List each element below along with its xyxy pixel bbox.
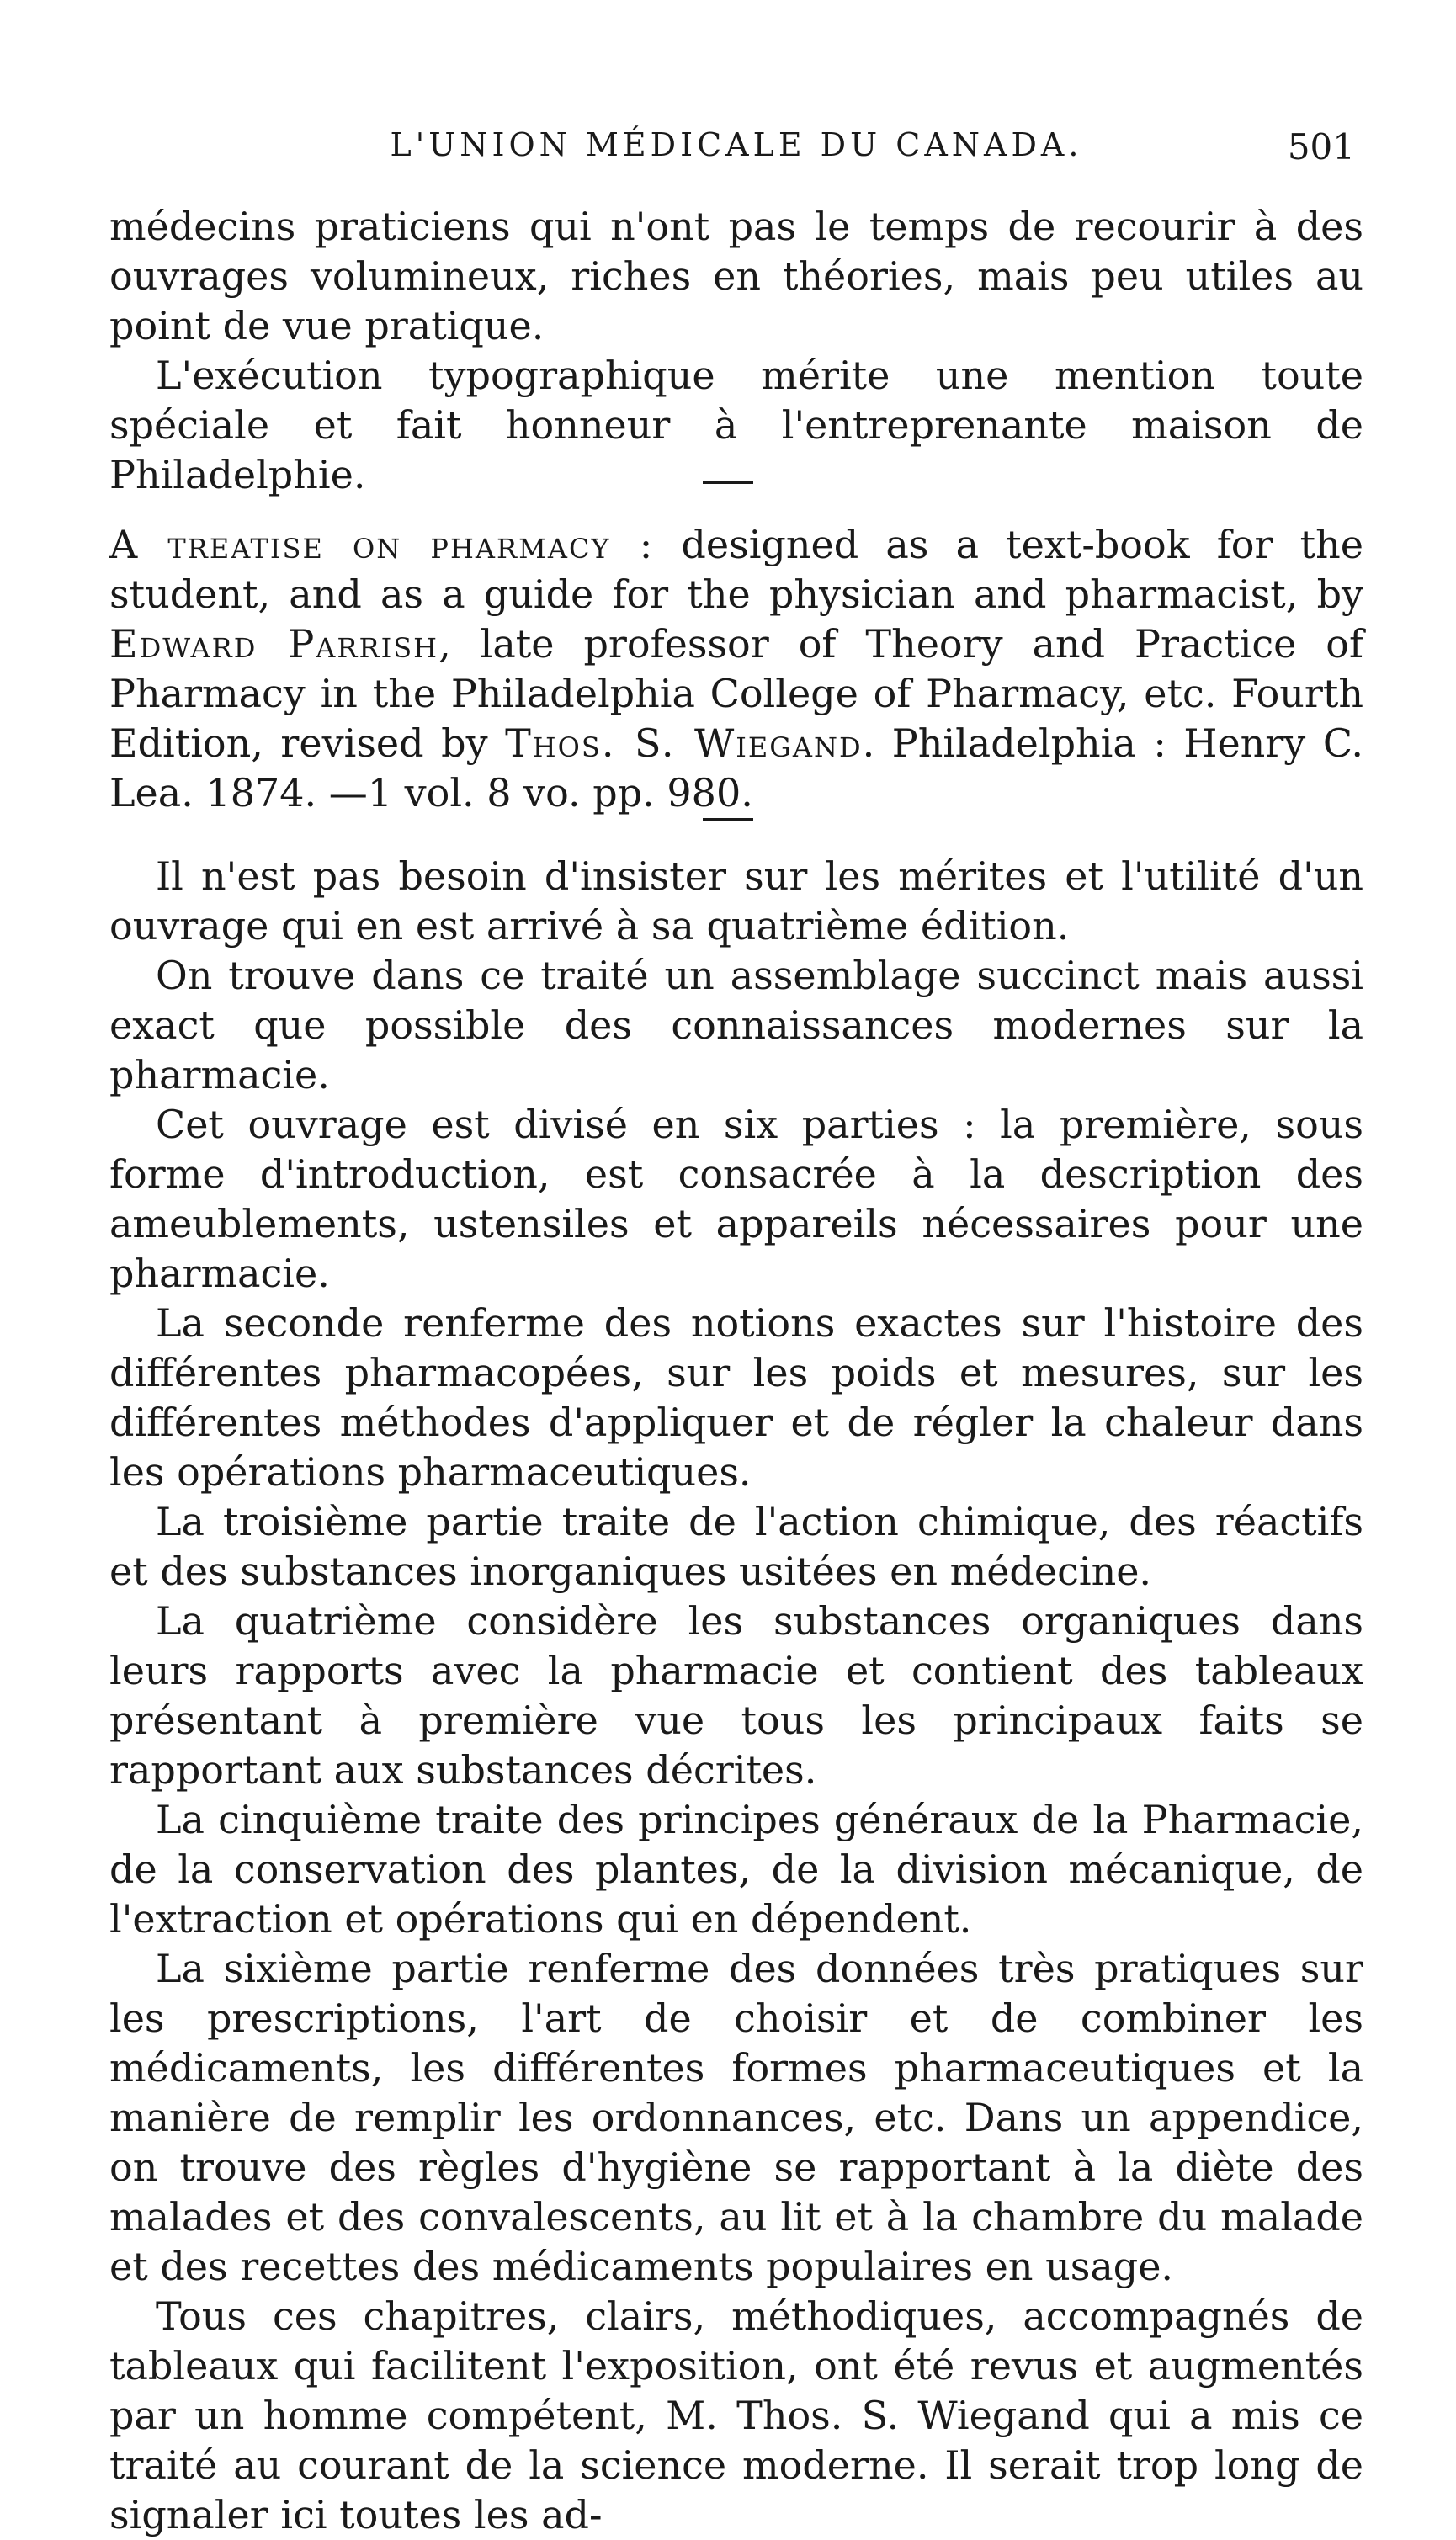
paragraph-continuation: médecins praticiens qui n'ont pas le temps de recourir à des ouvrages volumineux, riches en théories, mais peu utiles au point de vue pratique.	[109, 204, 1363, 348]
review-continuation	[109, 202, 1363, 500]
citation-block	[109, 520, 1363, 818]
review-paragraph: La cinquième traite des principes généraux de la Pharmacie, de la conservation des plantes, de la division mécanique, de l'extraction et opérations qui en dépendent.	[109, 1797, 1363, 1942]
page-number: 501	[1287, 126, 1355, 167]
citation-text-1: designed as a text-book for the student, and as a guide for the physician and pharmacist, by	[109, 522, 1363, 617]
book-author: Edward Parrish	[109, 621, 439, 667]
review-paragraph: La sixième partie renferme des données très pratiques sur les prescriptions, l'art de choisir et de combiner les médicaments, les différentes formes pharmaceutiques et la manière de remplir les ordonnances, etc. Dans un appendice, on trouve des règles d'hygiène se rapportant à la diète des malades et des convalescents, au lit et à la chambre du malade et des recettes des médicaments populaires en usage.	[109, 1946, 1363, 2289]
review-paragraph: Tous ces chapitres, clairs, méthodiques, accompagnés de tableaux qui facilitent l'exposition, ont été revus et augmentés par un homme compétent, M. Thos. S. Wiegand qui a mis ce traité au courant de la science moderne. Il serait trop long de signaler ici toutes les ad-	[109, 2293, 1363, 2537]
review-paragraph: La seconde renferme des notions exactes sur l'histoire des différentes pharmacopées, sur les poids et mesures, sur les différentes méthodes d'appliquer et de régler la chaleur dans les opérations pharmaceutiques.	[109, 1300, 1363, 1495]
running-title: L'UNION MÉDICALE DU CANADA.	[390, 126, 1083, 163]
book-reviser: Thos. S. Wiegand	[505, 720, 863, 766]
review-paragraph: On trouve dans ce traité un assemblage succinct mais aussi exact que possible des connaissances modernes sur la pharmacie.	[109, 953, 1363, 1097]
page-header	[118, 126, 1355, 177]
review-paragraph: Cet ouvrage est divisé en six parties : la première, sous forme d'introduction, est consacrée à la description des ameublements, ustensiles et appareils nécessaires pour une pharmacie.	[109, 1102, 1363, 1296]
review-paragraph: La troisième partie traite de l'action chimique, des réactifs et des substances inorganiques usitées en médecine.	[109, 1499, 1363, 1594]
review-paragraph: Il n'est pas besoin d'insister sur les mérites et l'utilité d'un ouvrage qui en est arrivé à sa quatrième édition.	[109, 853, 1363, 949]
review-body	[109, 852, 1363, 2540]
book-title: A treatise on pharmacy :	[109, 522, 655, 567]
book-citation	[109, 520, 1363, 818]
review-paragraph: La quatrième considère les substances organiques dans leurs rapports avec la pharmacie et contient des tableaux présentant à première vue tous les principaux faits se rapportant aux substances décrites.	[109, 1598, 1363, 1793]
section-divider	[703, 818, 753, 821]
section-divider	[703, 481, 753, 484]
citation-text-2: , late professor of Theory and Practice of Pharmacy in the Philadelphia College of Pharmacy, etc. Fourth Edition, revised by	[109, 621, 1364, 766]
paragraph-typography: L'exécution typographique mérite une mention toute spéciale et fait honneur à l'entreprenante maison de Philadelphie.	[109, 353, 1363, 497]
citation-text-3: . Philadelphia : Henry C. Lea. 1874. —1 vol. 8 vo. pp. 980.	[109, 720, 1363, 816]
